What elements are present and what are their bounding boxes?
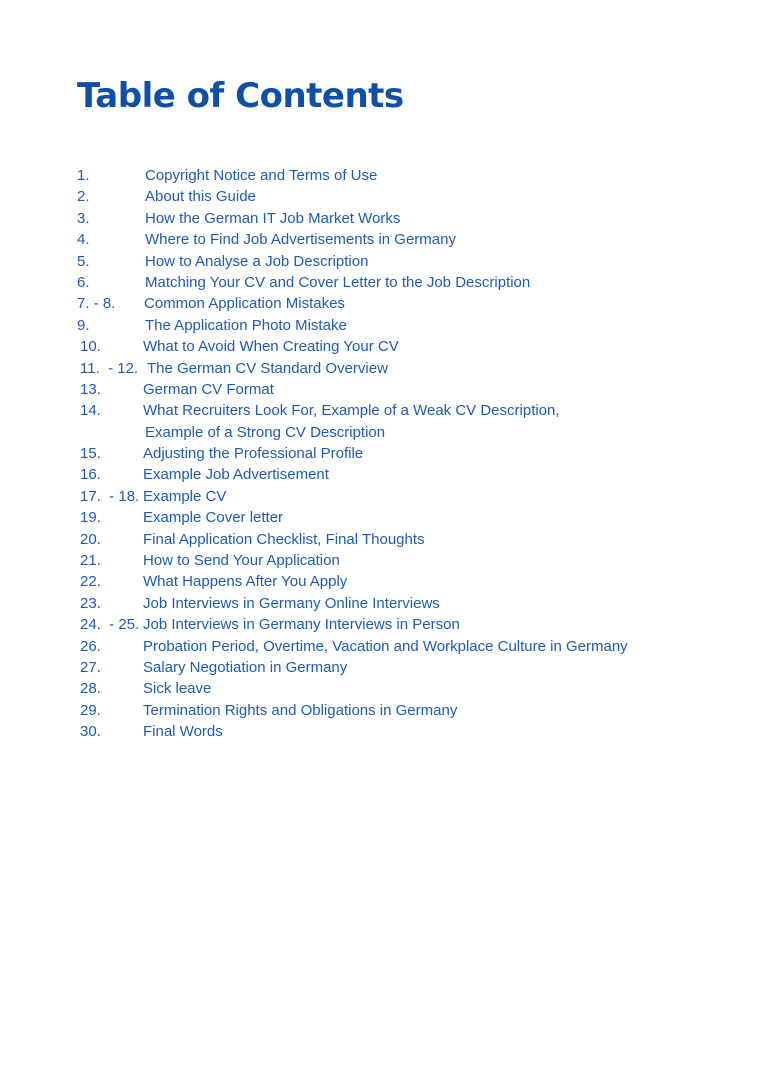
toc-title: Job Interviews in Germany Interviews in Person (143, 616, 460, 634)
toc-number: 10. (80, 338, 101, 356)
toc-entry-2[interactable] (0, 186, 768, 207)
toc-title: Example Job Advertisement (143, 466, 329, 484)
toc-entry-27[interactable] (0, 657, 768, 678)
toc-title: Final Words (143, 723, 223, 741)
toc-title: Matching Your CV and Cover Letter to the Job Description (145, 273, 531, 291)
toc-entry-14[interactable] (0, 400, 768, 421)
page-title: Table of Contents (77, 76, 404, 116)
toc-number: 4. (77, 231, 90, 249)
toc-entry-7-8[interactable] (0, 293, 768, 314)
toc-number: 1. (77, 167, 90, 184)
toc-entry-11-12[interactable] (0, 358, 768, 379)
toc-title: Sick leave (143, 680, 212, 698)
toc-number: 30. (80, 723, 101, 741)
toc-entry-20[interactable] (0, 529, 768, 550)
toc-entry-14-continued[interactable] (0, 422, 768, 443)
toc-number: 21. (80, 552, 101, 570)
toc-number: 13. (80, 380, 101, 398)
toc-entry-30[interactable] (0, 721, 768, 742)
toc-title: Termination Rights and Obligations in Germany (143, 701, 458, 719)
toc-title: The German CV Standard Overview (147, 359, 388, 377)
toc-title: Example CV (143, 487, 227, 505)
toc-entry-29[interactable] (0, 700, 768, 721)
toc-entry-26[interactable] (0, 636, 768, 657)
toc-title: Where to Find Job Advertisements in Germany (145, 231, 456, 249)
toc-entry-6[interactable] (0, 272, 768, 293)
toc-number: 17. - 18. (80, 487, 140, 505)
toc-title: Final Application Checklist, Final Thoughts (143, 530, 425, 548)
toc-number: 5. (77, 252, 90, 270)
toc-number: 22. (80, 573, 101, 591)
toc-number: 15. (80, 445, 101, 463)
toc-title: Job Interviews in Germany Online Interviews (143, 594, 440, 612)
toc-entry-9[interactable] (0, 315, 768, 336)
toc-number: 6. (77, 273, 90, 291)
toc-entry-1[interactable] (0, 165, 768, 186)
toc-title: How to Analyse a Job Description (145, 252, 369, 270)
toc-title: Common Application Mistakes (144, 295, 345, 313)
toc-entry-19[interactable] (0, 507, 768, 528)
toc-number: 20. (80, 530, 101, 548)
toc-number: 24. - 25. (80, 616, 140, 634)
toc-entry-15[interactable] (0, 443, 768, 464)
toc-entry-5[interactable] (0, 251, 768, 272)
toc-title: What to Avoid When Creating Your CV (143, 338, 399, 356)
toc-title: Example Cover letter (143, 509, 284, 527)
toc-title: How the German IT Job Market Works (145, 209, 401, 227)
toc-title: About this Guide (145, 188, 256, 206)
toc-entry-23[interactable] (0, 593, 768, 614)
toc-number: 3. (77, 209, 90, 227)
toc-title: Adjusting the Professional Profile (143, 445, 364, 463)
toc-number: 27. (80, 658, 101, 676)
toc-number: 14. (80, 402, 101, 420)
toc-number: 9. (77, 316, 90, 334)
toc-title: Example of a Strong CV Description (145, 423, 386, 441)
toc-number: 11. - 12. (80, 359, 139, 377)
toc-title: The Application Photo Mistake (145, 316, 347, 334)
toc-number: 16. (80, 466, 101, 484)
toc-title: What Recruiters Look For, Example of a Weak CV Description, (143, 402, 560, 420)
toc-entry-22[interactable] (0, 571, 768, 592)
toc-number: 19. (80, 509, 101, 527)
toc-number: 29. (80, 701, 101, 719)
toc-title: How to Send Your Application (143, 552, 340, 570)
toc-entry-16[interactable] (0, 464, 768, 485)
toc-number: 7. - 8. (77, 295, 116, 313)
toc-title: German CV Format (143, 380, 274, 398)
toc-entry-3[interactable] (0, 208, 768, 229)
table-of-contents (0, 165, 768, 743)
toc-entry-13[interactable] (0, 379, 768, 400)
toc-title: Probation Period, Overtime, Vacation and Workplace Culture in Germany (143, 637, 628, 655)
toc-title: Salary Negotiation in Germany (143, 658, 348, 676)
toc-entry-17-18[interactable] (0, 486, 768, 507)
toc-number: 2. (77, 188, 90, 206)
toc-number: 23. (80, 594, 101, 612)
toc-entry-24-25[interactable] (0, 614, 768, 635)
toc-entry-28[interactable] (0, 678, 768, 699)
toc-entry-21[interactable] (0, 550, 768, 571)
toc-number: 26. (80, 637, 101, 655)
toc-number: 28. (80, 680, 101, 698)
toc-title: Copyright Notice and Terms of Use (145, 167, 378, 184)
toc-entry-10[interactable] (0, 336, 768, 357)
toc-entry-4[interactable] (0, 229, 768, 250)
toc-title: What Happens After You Apply (143, 573, 348, 591)
